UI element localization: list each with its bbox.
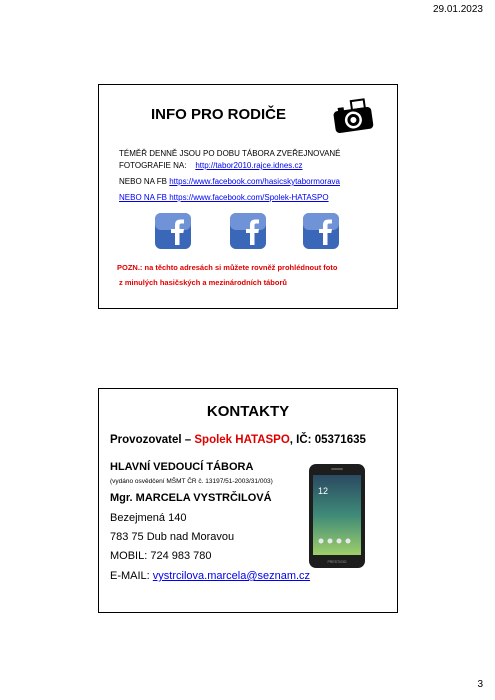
contact-name: Mgr. MARCELA VYSTRČILOVÁ (110, 492, 272, 504)
facebook-line-1 (119, 177, 340, 186)
photos-info-line: TÉMĚŘ DENNĚ JSOU PO DOBU TÁBORA ZVEŘEJNOVANÉ (119, 149, 341, 158)
slide-title: KONTAKTY (206, 403, 290, 420)
operator-line (110, 434, 366, 446)
facebook-icon[interactable] (154, 212, 192, 250)
phone-brand: PRESTIGIO (327, 560, 347, 564)
photos-label: FOTOGRAFIE NA: (119, 161, 187, 170)
camera-icon (331, 95, 375, 135)
rajce-link[interactable]: http://tabor2010.rajce.idnes.cz (195, 161, 303, 170)
email-label: E-MAIL: (110, 570, 153, 582)
print-date: 29.01.2023 (432, 4, 483, 15)
operator-label: Provozovatel – (110, 434, 195, 446)
certificate-note: (vydáno osvědčení MŠMT ČR č. 13197/51-2003/31/003) (110, 478, 273, 485)
role-heading: HLAVNÍ VEDOUCÍ TÁBORA (110, 461, 254, 473)
operator-ico: , IČ: 05371635 (289, 434, 366, 446)
slide-kontakty (98, 388, 398, 613)
photos-rajce-line (119, 161, 303, 170)
email-line (110, 570, 310, 582)
address-street: Bezejmená 140 (110, 512, 187, 524)
page-number: 3 (477, 679, 483, 690)
note-line-1: POZN.: na těchto adresách si můžete rovněž prohlédnout foto (117, 263, 338, 272)
facebook-icon[interactable] (229, 212, 267, 250)
note-line-2: z minulých hasičských a mezinárodních táborů (119, 278, 287, 287)
facebook-icon[interactable] (302, 212, 340, 250)
smartphone-icon (307, 463, 367, 569)
address-city: 783 75 Dub nad Moravou (110, 531, 235, 543)
facebook-link-hasicskytabor[interactable]: https://www.facebook.com/hasicskytabormorava (169, 177, 340, 186)
phone-clock: 12 (318, 486, 329, 496)
facebook-link-hataspo[interactable]: NEBO NA FB https://www.facebook.com/Spolek-HATASPO (119, 193, 329, 202)
email-link[interactable]: vystrcilova.marcela@seznam.cz (152, 570, 311, 582)
operator-name: Spolek HATASPO (194, 434, 290, 446)
facebook-label: NEBO NA FB (119, 177, 170, 186)
slide-info-pro-rodice (98, 84, 398, 309)
mobile-number: MOBIL: 724 983 780 (110, 550, 212, 562)
slide-title: INFO PRO RODIČE (151, 106, 287, 123)
facebook-line-2 (119, 193, 329, 202)
